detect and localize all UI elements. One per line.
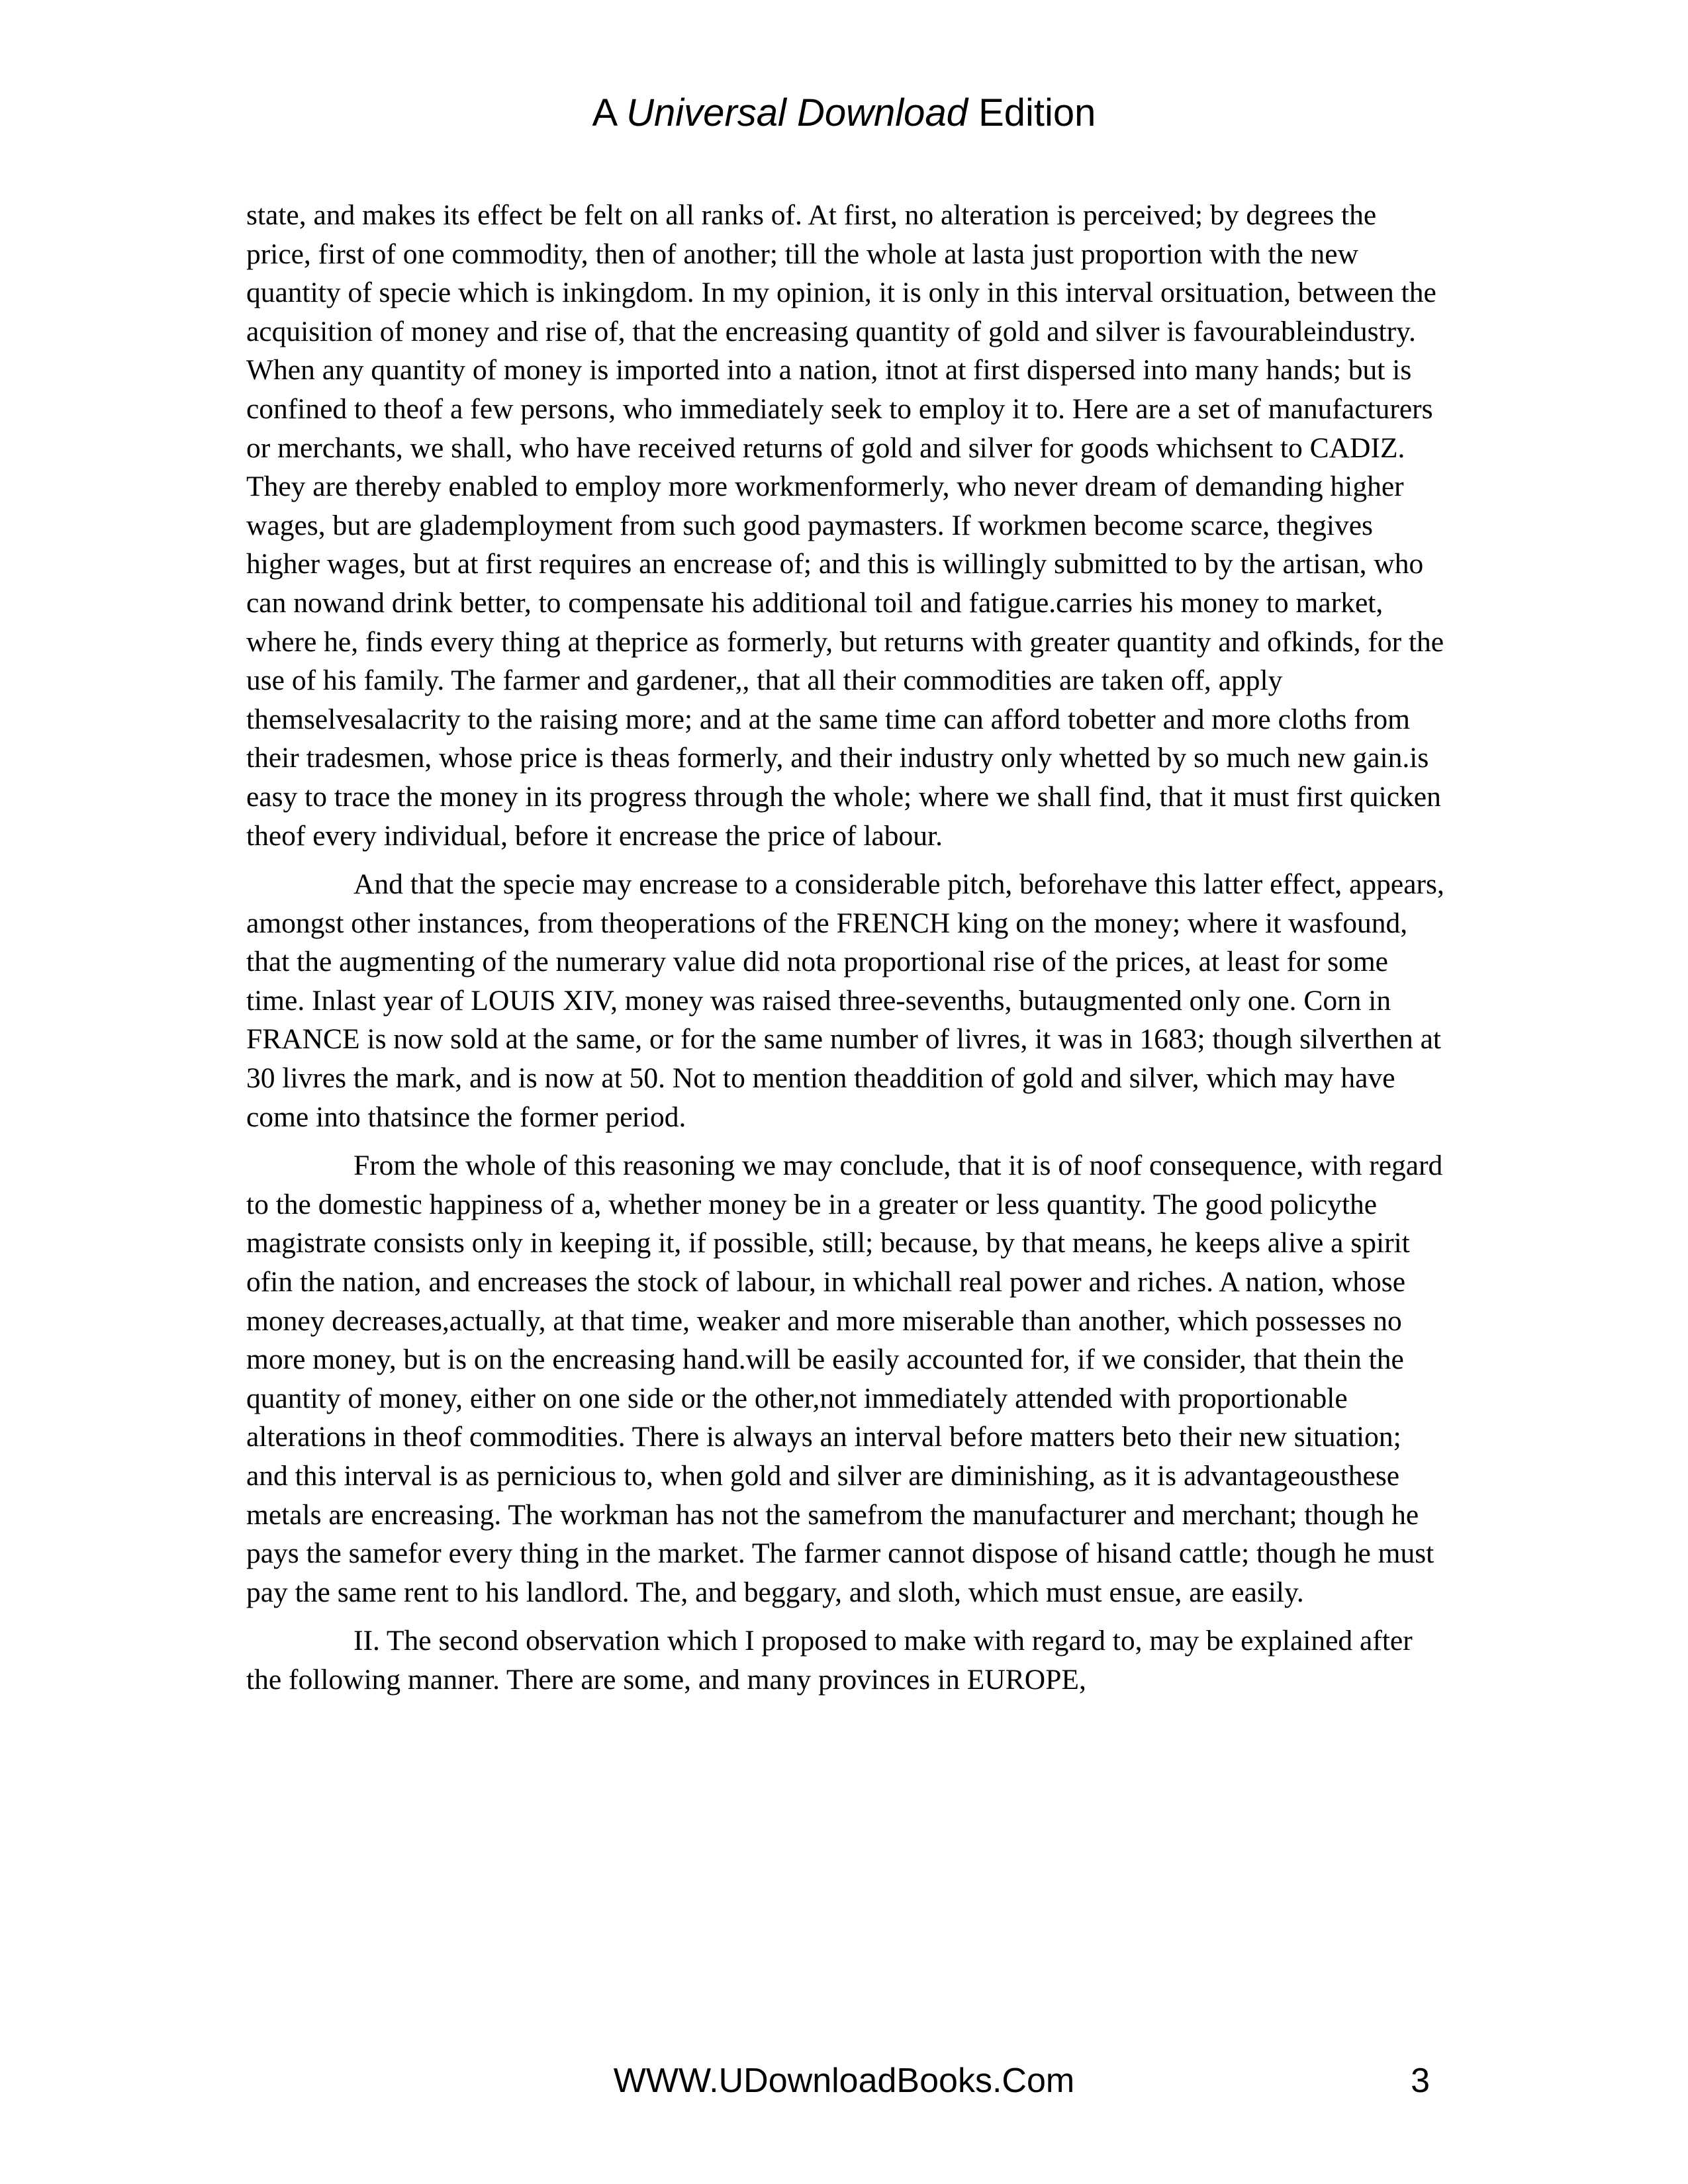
document-body (246, 196, 1444, 1709)
header-emphasis: Universal Download (626, 91, 968, 134)
paragraph: II. The second observation which I proposed to make with regard to, may be explained after the following manner. There are some, and many provinces in EUROPE, (246, 1625, 1413, 1696)
paragraph: And that the specie may encrease to a considerable pitch, beforehave this latter effect, appears, amongst other instances, from theoperations of the FRENCH king on the money; where it wasfound, that the augmenting of the numerary value did nota proportional rise of the prices, at least for some time. Inlast year of LOUIS XIV, money was raised three-sevenths, butaugmented only one. Corn in FRANCE is now sold at the same, or for the same number of livres, it was in 1683; though silverthen at 30 livres the mark, and is now at 50. Not to mention theaddition of gold and silver, which may have come into thatsince the former period. (246, 868, 1444, 1133)
page-number: 3 (1411, 2062, 1430, 2100)
paragraph: state, and makes its effect be felt on all ranks of. At first, no alteration is perceived; by degrees the price, first of one commodity, then of another; till the whole at lasta just proportion with the new quantity of specie which is inkingdom. In my opinion, it is only in this interval orsituation, between the acquisition of money and rise of, that the encreasing quantity of gold and silver is favourableindustry. When any quantity of money is imported into a nation, itnot at first dispersed into many hands; but is confined to theof a few persons, who immediately seek to employ it to. Here are a set of manufacturers or merchants, we shall, who have received returns of gold and silver for goods whichsent to CADIZ. They are thereby enabled to employ more workmenformerly, who never dream of demanding higher wages, but are glademployment from such good paymasters. If workmen become scarce, thegives higher wages, but at first requires an encrease of; and this is willingly submitted to by the artisan, who can nowand drink better, to compensate his additional toil and fatigue.carries his money to market, where he, finds every thing at theprice as formerly, but returns with greater quantity and ofkinds, for the use of his family. The farmer and gardener,, that all their commodities are taken off, apply themselvesalacrity to the raising more; and at the same time can afford tobetter and more cloths from their tradesmen, whose price is theas formerly, and their industry only whetted by so much new gain.is easy to trace the money in its progress through the whole; where we shall find, that it must first quicken theof every individual, before it encrease the price of labour. (246, 199, 1444, 852)
page-header (0, 91, 1688, 134)
header-prefix: A (592, 91, 627, 134)
footer-url: WWW.UDownloadBooks.Com (613, 2062, 1075, 2100)
paragraph: From the whole of this reasoning we may conclude, that it is of noof consequence, with regard to the domestic happiness of a, whether money be in a greater or less quantity. The good policythe magistrate consists only in keeping it, if possible, still; because, by that means, he keeps alive a spirit ofin the nation, and encreases the stock of labour, in whichall real power and riches. A nation, whose money decreases,actually, at that time, weaker and more miserable than another, which possesses no more money, but is on the encreasing hand.will be easily accounted for, if we consider, that thein the quantity of money, either on one side or the other,not immediately attended with proportionable alterations in theof commodities. There is always an interval before matters beto their new situation; and this interval is as pernicious to, when gold and silver are diminishing, as it is advantageousthese metals are encreasing. The workman has not the samefrom the manufacturer and merchant; though he pays the samefor every thing in the market. The farmer cannot dispose of hisand cattle; though he must pay the same rent to his landlord. The, and beggary, and sloth, which must ensue, are easily. (246, 1150, 1443, 1608)
header-suffix: Edition (967, 91, 1096, 134)
